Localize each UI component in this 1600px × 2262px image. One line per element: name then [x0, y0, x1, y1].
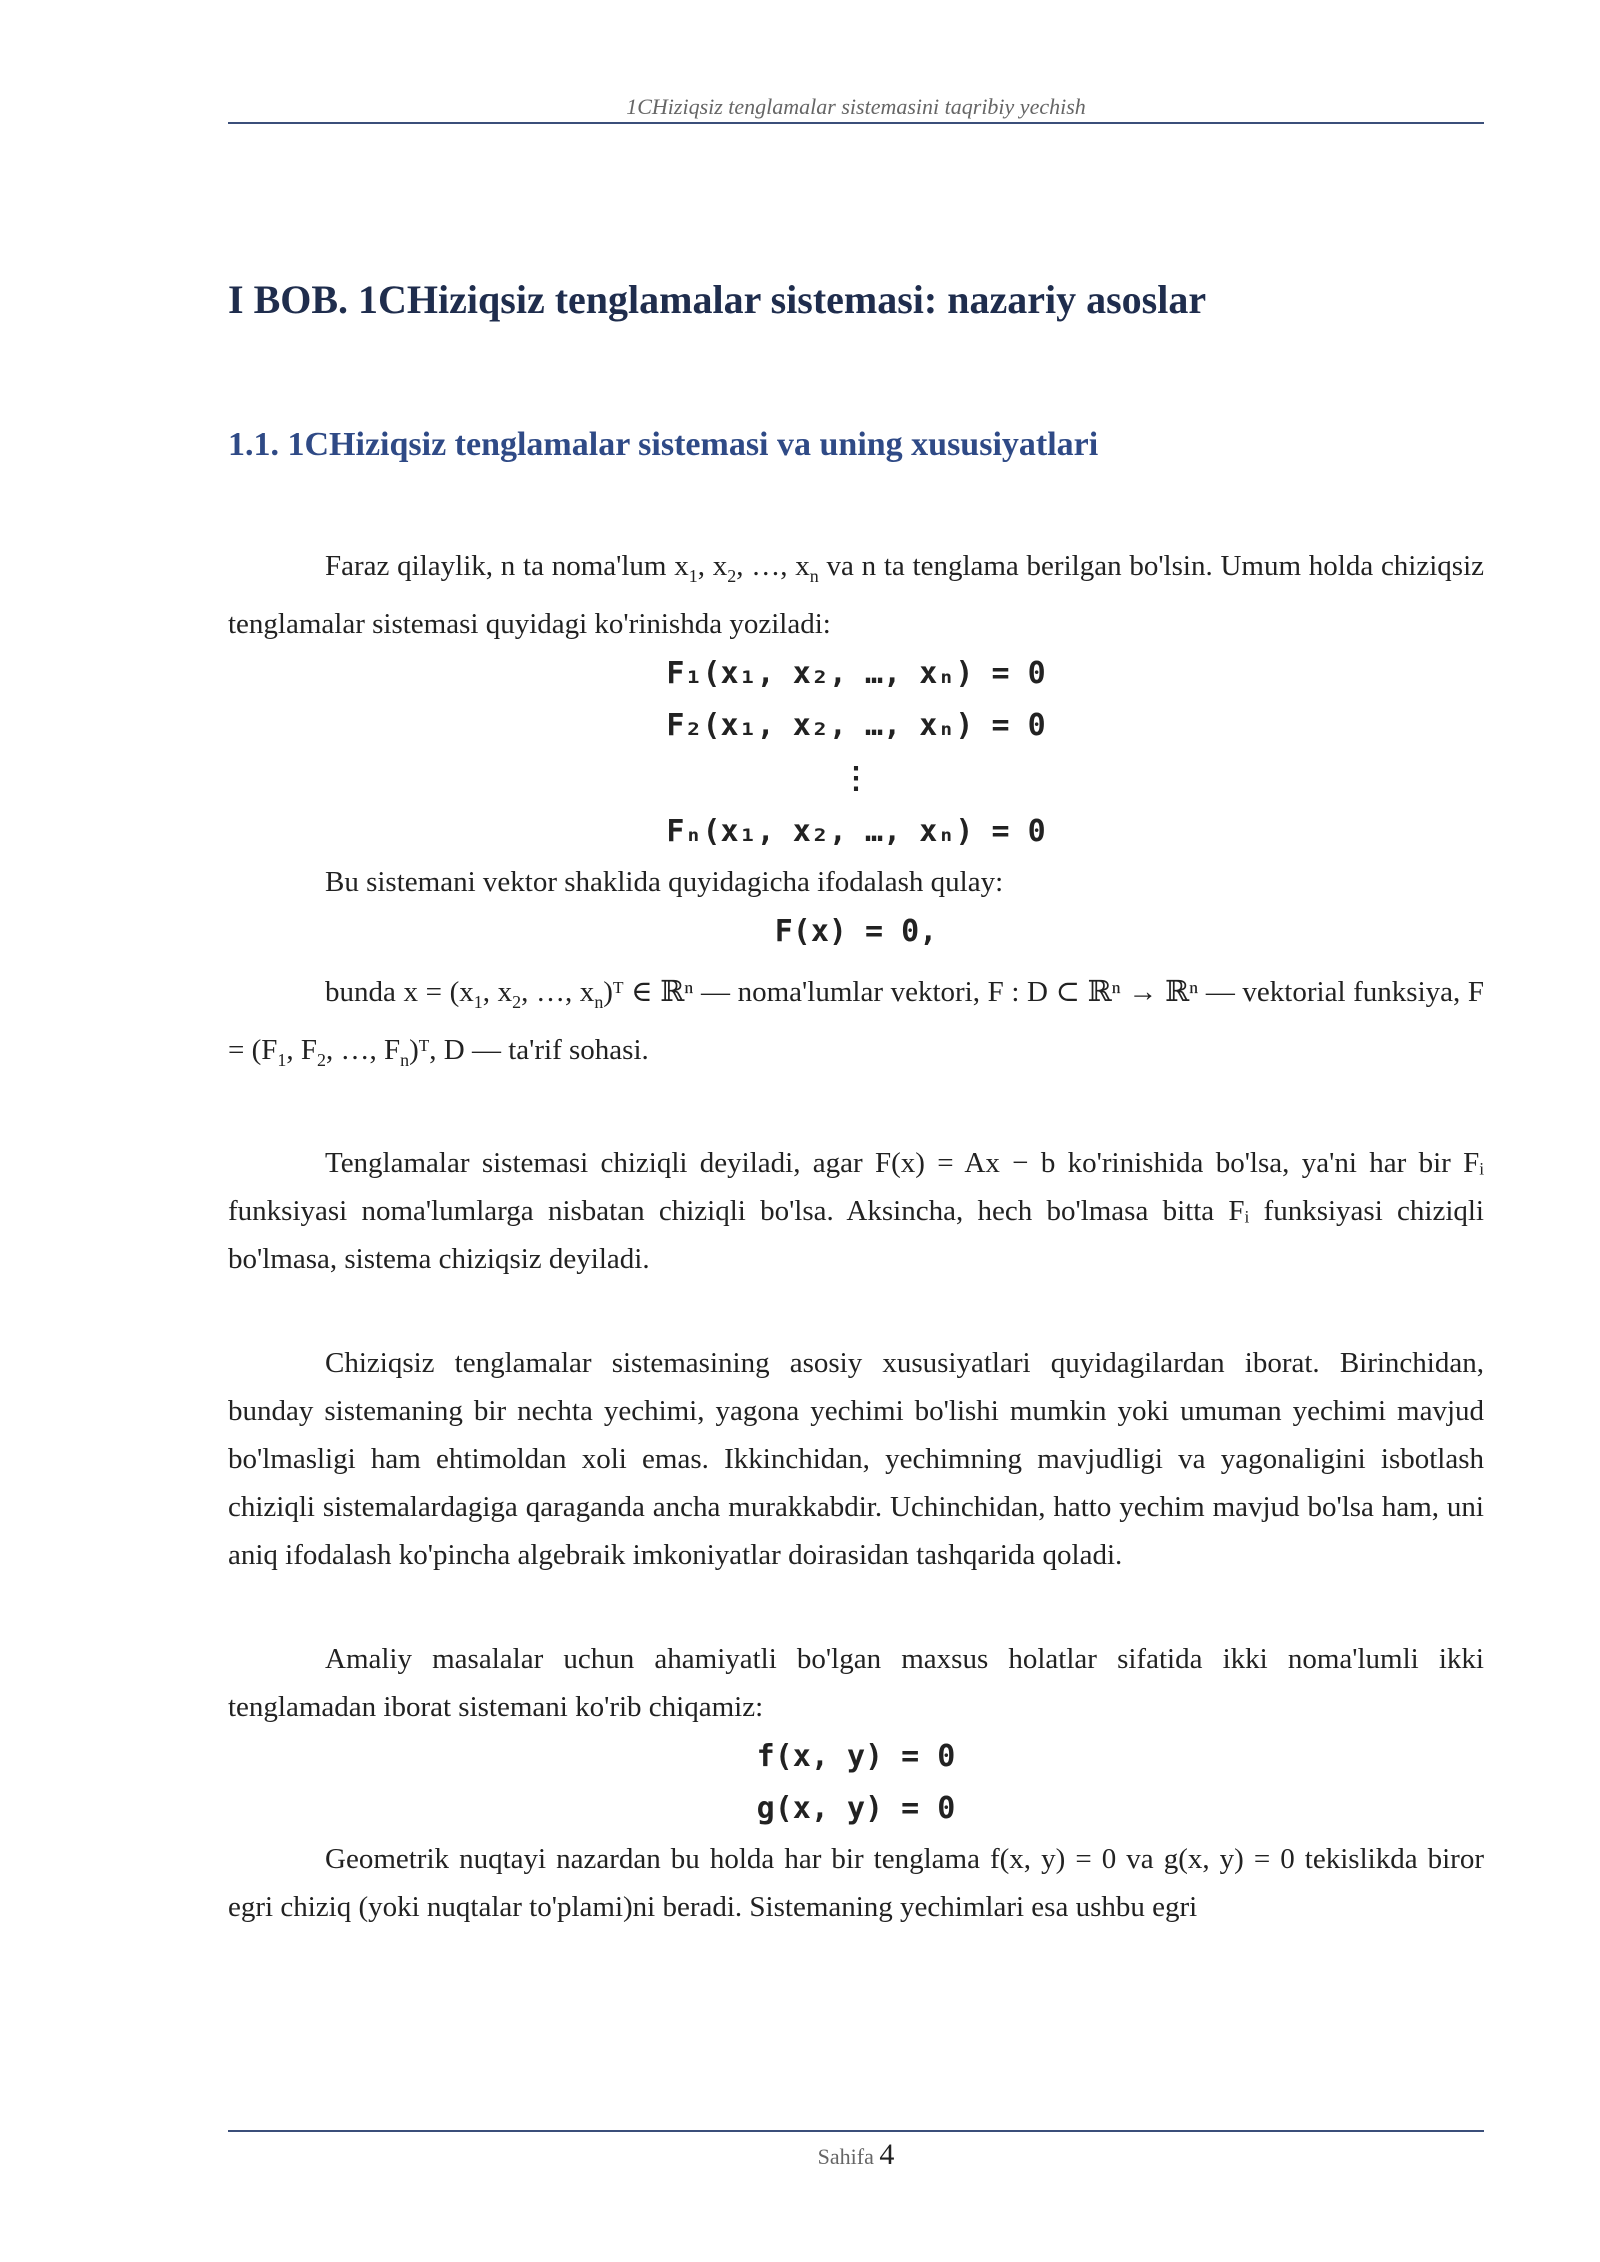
paragraph-gap	[228, 1283, 1484, 1339]
equation-system-2d	[228, 1731, 1484, 1835]
paragraph-vector-form: Bu sistemani vektor shaklida quyidagicha ifodalash qulay:	[325, 865, 1004, 898]
text-run: va n ta tenglama berilgan bo'lsin. Umum holda chiziqsiz tenglamalar sistemasi quyidagi ko'rinishda yoziladi:	[228, 550, 1485, 640]
text-run: Faraz qilaylik, n ta noma'lum x	[325, 550, 689, 582]
text-run: )ᵀ, D — ta'rif sohasi.	[409, 1033, 649, 1066]
paragraph-linear-definition: Tenglamalar sistemasi chiziqli deyiladi, agar F(x) = Ax − b ko'rinishida bo'lsa, ya'ni har bir Fᵢ funksiyasi noma'lumlarga nisbatan chiziqli bo'lsa. Aksincha, hech bo'lmasa bitta Fᵢ funksiyasi chiziqli bo'lmasa, sistema chiziqsiz deyiladi.	[228, 1147, 1484, 1276]
text-run: , x	[697, 550, 728, 582]
header-rule	[228, 122, 1484, 124]
text-run: bunda x = (x	[325, 975, 474, 1008]
subscript: 2	[317, 1049, 326, 1070]
paragraph-two-unknowns: Amaliy masalalar uchun ahamiyatli bo'lgan maxsus holatlar sifatida ikki noma'lumli ikki tenglamadan iborat sistemani ko'rib chiqamiz:	[228, 1643, 1484, 1724]
subscript: n	[400, 1049, 410, 1070]
footer-label: Sahifa	[817, 2144, 874, 2169]
subscript: 1	[277, 1049, 287, 1070]
subscript: 2	[512, 991, 522, 1012]
paragraph-intro	[228, 542, 1484, 648]
running-header: 1CHiziqsiz tenglamalar sistemasini taqribiy yechish	[626, 94, 1086, 119]
equation-line-n: Fₙ(x₁, x₂, …, xₙ) = 0	[666, 813, 1046, 849]
equation-f: f(x, y) = 0	[756, 1739, 956, 1775]
body-text	[228, 542, 1484, 1931]
chapter-title: I BOB. 1CHiziqsiz tenglamalar sistemasi: nazariy asoslar	[228, 277, 1207, 322]
equation-system	[228, 648, 1484, 858]
subscript: 1	[688, 565, 698, 586]
paragraph-geometric: Geometrik nuqtayi nazardan bu holda har bir tenglama f(x, y) = 0 va g(x, y) = 0 tekislikda biror egri chiziq (yoki nuqtalar to'plami)ni beradi. Sistemaning yechimlari esa ushbu egri	[228, 1843, 1484, 1924]
paragraph-definitions	[228, 968, 1484, 1084]
vector-equation-line: F(x) = 0,	[774, 913, 938, 949]
subscript: n	[594, 991, 604, 1012]
section-title: 1.1. 1CHiziqsiz tenglamalar sistemasi va uning xususiyatlari	[228, 426, 1099, 463]
equation-g: g(x, y) = 0	[756, 1791, 956, 1827]
paragraph-gap	[228, 1579, 1484, 1635]
text-run: , …, x	[736, 550, 810, 582]
subscript: 2	[727, 565, 737, 586]
vector-equation	[228, 906, 1484, 958]
text-run: , …, F	[326, 1033, 401, 1066]
subscript: n	[809, 565, 819, 586]
page-footer	[228, 2138, 1484, 2172]
paragraph-properties: Chiziqsiz tenglamalar sistemasining asosiy xususiyatlari quyidagilardan iborat. Birinchidan, bunday sistemaning bir nechta yechimi, yagona yechimi bo'lishi mumkin yoki umuman yechimi mavjud bo'lmasligi ham ehtimoldan xoli emas. Ikkinchidan, yechimning mavjudligi va yagonaligini isbotlash chiziqli sistemalardagiga qaraganda ancha murakkabdir. Uchinchidan, hatto yechim mavjud bo'lsa ham, uni aniq ifodalash ko'pincha algebraik imkoniyatlar doirasidan tashqarida qoladi.	[228, 1347, 1484, 1572]
vertical-ellipsis: ⋮	[841, 760, 871, 796]
text-run: , F	[286, 1033, 318, 1066]
text-run: , x	[482, 975, 513, 1008]
text-run: )ᵀ ∈ ℝⁿ — noma'lumlar vektori, F : D ⊂ ℝⁿ → ℝⁿ — vektorial funksiya, F = (F	[228, 975, 1484, 1066]
equation-line-2: F₂(x₁, x₂, …, xₙ) = 0	[666, 707, 1046, 743]
page-number: 4	[879, 2138, 895, 2171]
equation-line-1: F₁(x₁, x₂, …, xₙ) = 0	[666, 655, 1046, 691]
paragraph-gap	[228, 1083, 1484, 1139]
footer-rule	[228, 2130, 1484, 2132]
text-run: , …, x	[521, 975, 595, 1008]
subscript: 1	[473, 991, 483, 1012]
